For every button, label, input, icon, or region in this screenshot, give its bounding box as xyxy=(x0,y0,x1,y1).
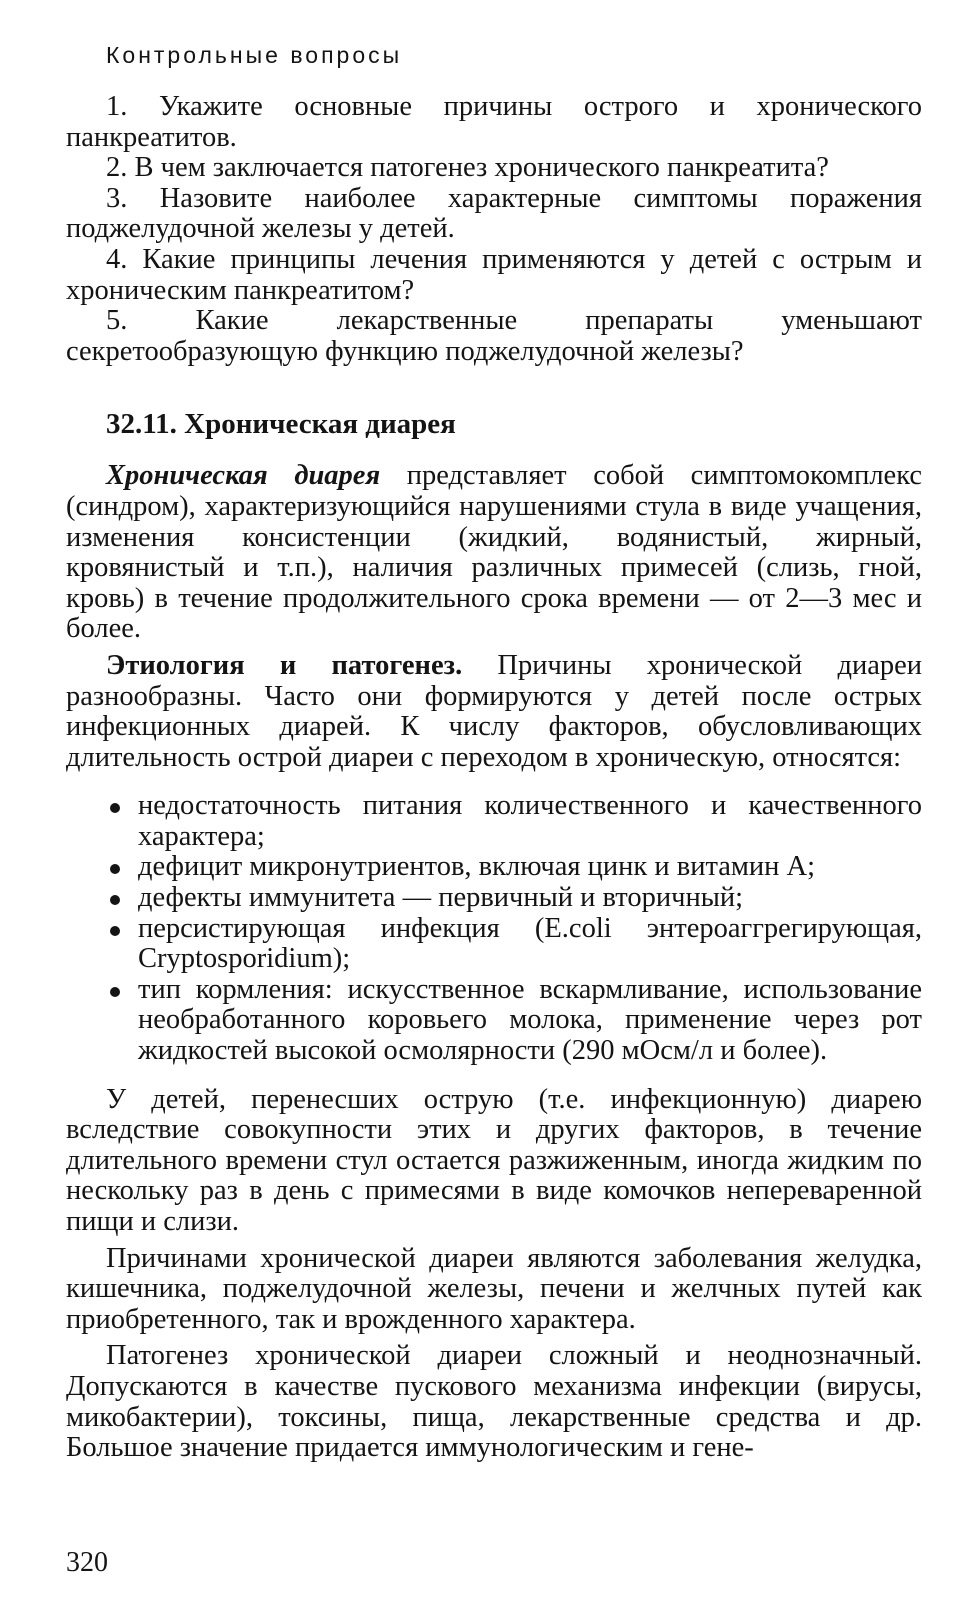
factor-text: тип кормления: искусственное вскармливание, использование необработанного коровьего молока, применение через рот жидкостей высокой осмолярности (290 мОсм/л и более). xyxy=(138,973,922,1067)
bullet-icon xyxy=(110,987,120,997)
etiology-paragraph xyxy=(66,651,922,773)
list-item xyxy=(138,852,922,883)
bullet-icon xyxy=(110,895,120,905)
bullet-icon xyxy=(110,864,120,874)
bullet-icon xyxy=(110,926,120,936)
section-title: 32.11. Хроническая диарея xyxy=(106,408,456,441)
questions-list xyxy=(66,92,922,367)
etiology-text: Причины хронической диареи разнообразны. Часто они формируются у детей после острых инфекционных диарей. К числу факторов, обусловливающих длительность острой диареи с переходом в хроническую, относятся: xyxy=(66,649,922,773)
definition-term: Хроническая диарея xyxy=(106,460,381,492)
factor-text: недостаточность питания количественного и качественного характера; xyxy=(138,790,922,852)
question-item: 5. Какие лекарственные препараты уменьшают секретообразующую функцию поджелудочной железы? xyxy=(66,305,922,367)
definition-paragraph xyxy=(66,461,922,645)
body-paragraph: Патогенез хронической диареи сложный и неоднозначный. Допускаются в качестве пускового механизма инфекции (вирусы, микобактерии), токсины, пища, лекарственные средства и др. Большое значение придается иммунологическим и гене- xyxy=(66,1340,922,1464)
page-number: 320 xyxy=(66,1547,108,1578)
list-item xyxy=(138,914,922,975)
question-item: 4. Какие принципы лечения применяются у детей с острым и хроническим панкреатитом? xyxy=(66,243,922,306)
factor-text: дефекты иммунитета — первичный и вторичный; xyxy=(138,882,744,914)
body-paragraph: У детей, перенесших острую (т.е. инфекционную) диарею вследствие совокупности этих и других факторов, в течение длительного времени стул остается разжиженным, иногда жидким по нескольку раз в день с примесями в виде комочков непереваренной пищи и слизи. xyxy=(66,1083,922,1237)
question-item: 2. В чем заключается патогенез хронического панкреатита? xyxy=(106,152,829,184)
bullet-icon xyxy=(110,803,120,813)
question-item: 3. Назовите наиболее характерные симптомы поражения поджелудочной железы у детей. xyxy=(66,182,922,245)
factors-list xyxy=(66,791,922,1066)
question-item: 1. Укажите основные причины острого и хронического панкреатитов. xyxy=(66,91,922,153)
book-page xyxy=(66,38,922,1464)
list-item xyxy=(138,975,922,1067)
etiology-lead: Этиология и патогенез. xyxy=(106,649,463,681)
body-paragraph: Причинами хронической диареи являются заболевания желудка, кишечника, поджелудочной железы, печени и желчных путей как приобретенного, так и врожденного характера. xyxy=(66,1242,922,1335)
questions-heading: Контрольные вопросы xyxy=(106,42,403,68)
list-item xyxy=(138,791,922,852)
definition-text: представляет собой симптомокомплекс (синдром), характеризующийся нарушениями стула в виде учащения, изменения консистенции (жидкий, водянистый, жирный, кровянистый и т.п.), наличия различных примесей (слизь, гной, кровь) в течение продолжительного срока времени — от 2—3 мес и более. xyxy=(66,460,922,645)
factor-text: персистирующая инфекция (E.coli энтероаггрегирующая, Cryptosporidium); xyxy=(138,912,922,975)
list-item xyxy=(138,883,922,914)
factor-text: дефицит микронутриентов, включая цинк и витамин А; xyxy=(138,851,816,883)
